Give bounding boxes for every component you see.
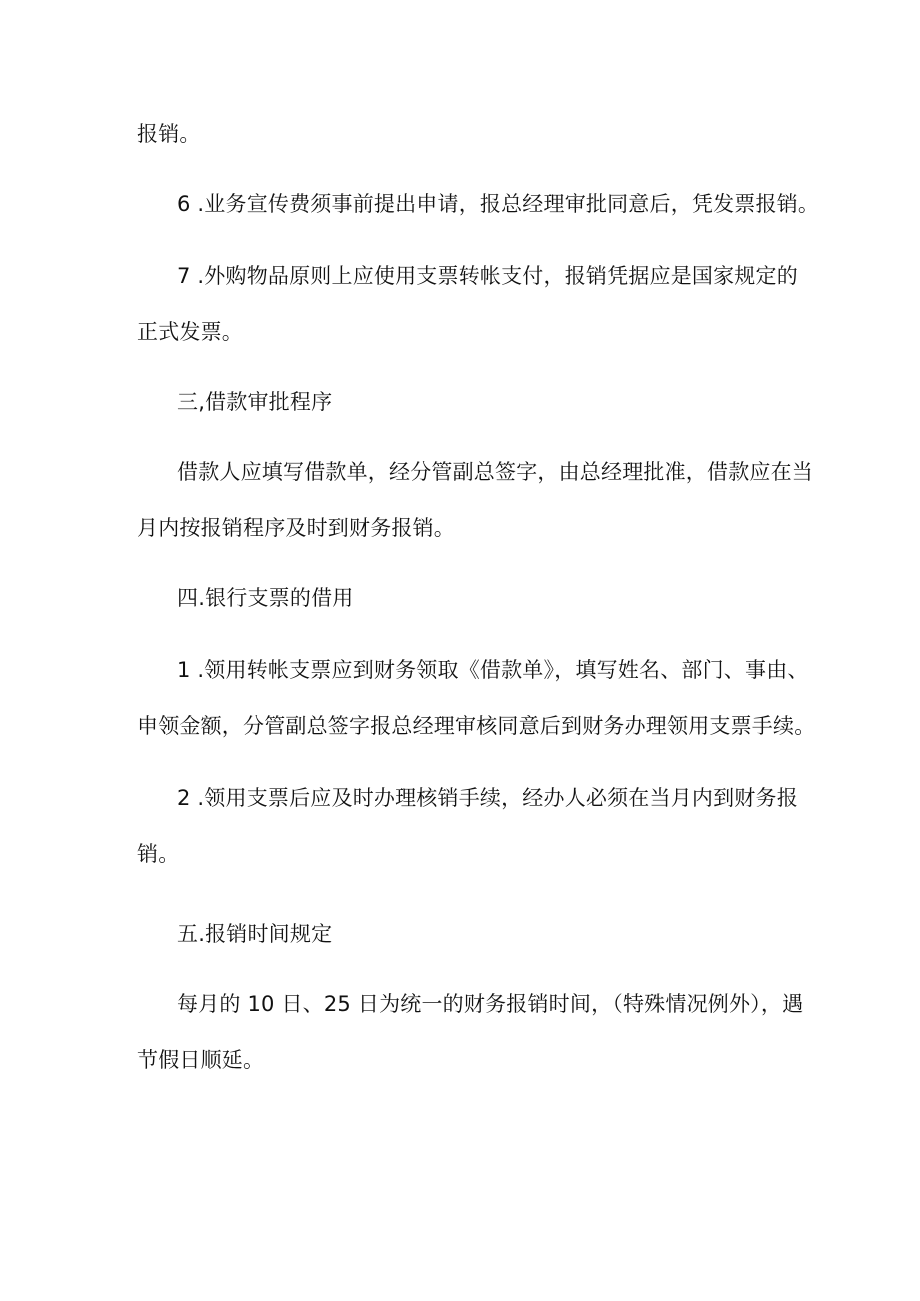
list-item-6: 6 .业务宣传费须事前提出申请，报总经理审批同意后，凭发票报销。 [177,192,820,216]
text-line: 销。 [137,842,180,866]
section-heading-3: 三,借款审批程序 [177,390,333,414]
paragraph-line: 每月的 10 日、25 日为统一的财务报销时间，（特殊情况例外），遇 [177,992,804,1016]
list-item-1: 1 .领用转帐支票应到财务领取《借款单》，填写姓名、部门、事由、 [177,658,809,682]
section-heading-5: 五.报销时间规定 [177,922,333,946]
section-heading-4: 四.银行支票的借用 [177,586,354,610]
paragraph-line: 节假日顺延。 [137,1048,265,1072]
paragraph-line: 月内按报销程序及时到财务报销。 [137,516,455,540]
text-line: 报销。 [137,122,201,146]
list-item-7: 7 .外购物品原则上应使用支票转帐支付，报销凭据应是国家规定的 [177,264,798,288]
text-line: 正式发票。 [137,320,243,344]
paragraph-line: 申领金额，分管副总签字报总经理审核同意后到财务办理领用支票手续。 [137,714,816,738]
list-item-2: 2 .领用支票后应及时办理核销手续，经办人必须在当月内到财务报 [177,786,798,810]
paragraph-line: 借款人应填写借款单，经分管副总签字，由总经理批准，借款应在当 [177,460,813,484]
